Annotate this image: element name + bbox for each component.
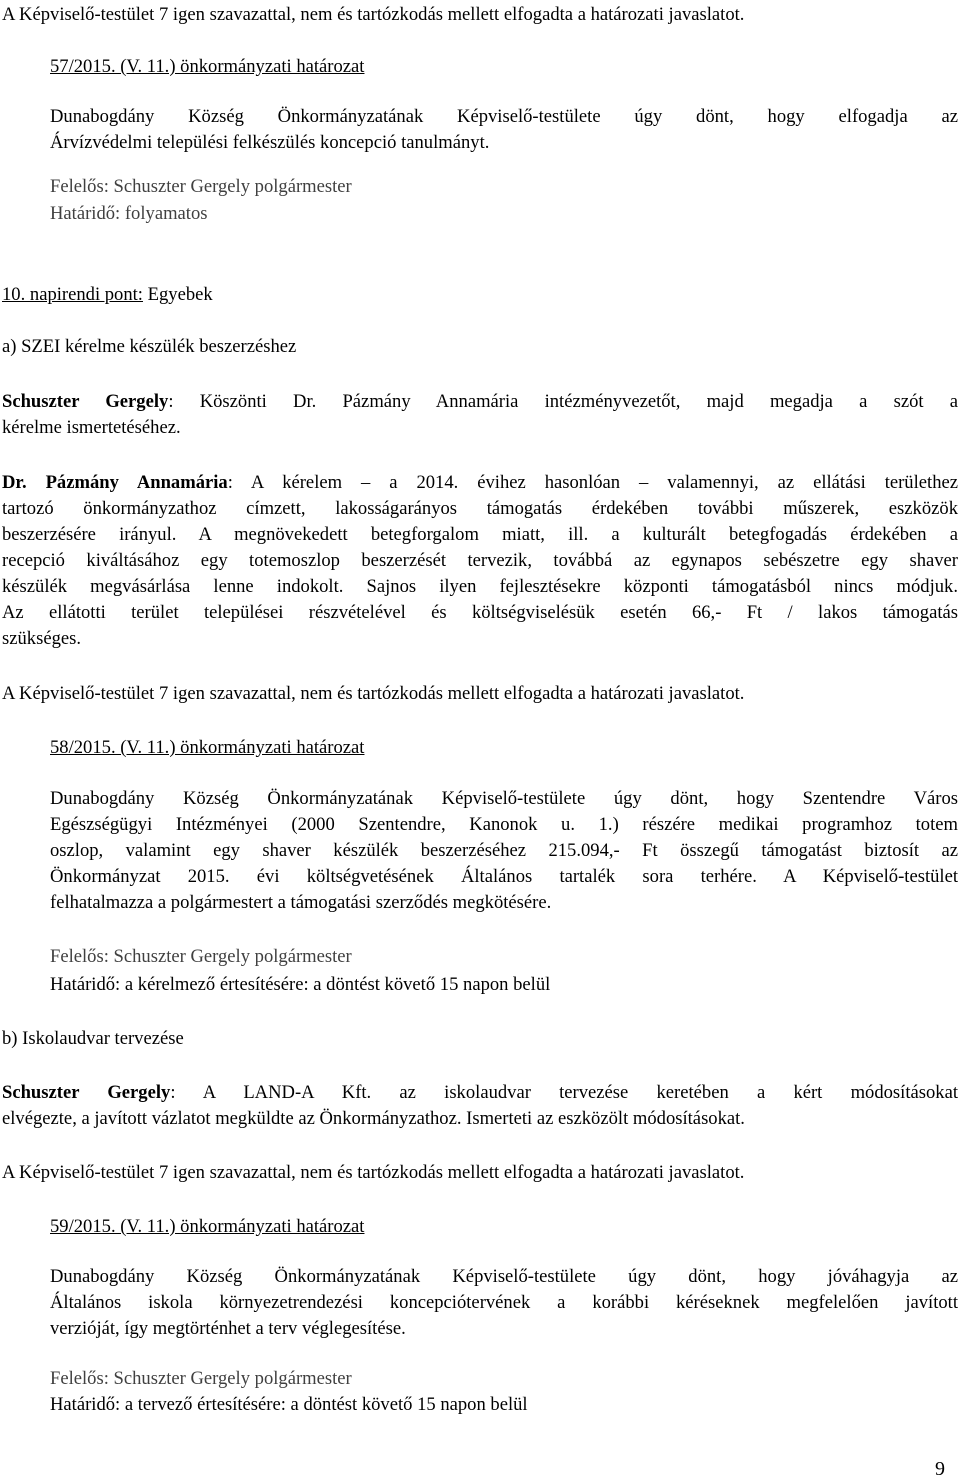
resolution-number: 59/2015. (V. 11.) önkormányzati határozat <box>50 1216 365 1237</box>
resolution-body-line: Általános iskola környezetrendezési koncepciótervének a korábbi kéréseknek megfelelően javított <box>50 1292 958 1313</box>
speaker-text: A LAND-A Kft. az iskolaudvar tervezése keretében a kért módosításokat <box>202 1082 958 1103</box>
resolution-number: 58/2015. (V. 11.) önkormányzati határozat <box>50 737 365 758</box>
speaker-text: A kérelem – a 2014. évihez hasonlóan – valamennyi, az ellátási területhez <box>250 472 958 493</box>
speaker-text: Köszönti Dr. Pázmány Annamária intézményvezetőt, majd megadja a szót a <box>199 391 958 412</box>
speaker-paragraph-line <box>2 389 958 415</box>
paragraph-line: beszerzésére irányul. A megnövekedett betegforgalom miatt, ill. a kulturált betegfogadás érdekében a <box>2 524 958 545</box>
responsible-line: Felelős: Schuszter Gergely polgármester <box>50 946 352 967</box>
speaker-paragraph-line <box>2 470 958 496</box>
paragraph-line: elvégezte, a javított vázlatot megküldte az Önkormányzathoz. Ismerteti az eszközölt módosításokat. <box>2 1108 745 1129</box>
resolution-body-line: Dunabogdány Község Önkormányzatának Képviselő-testülete úgy dönt, hogy Szentendre Város <box>50 788 958 809</box>
page-number: 9 <box>935 1458 945 1480</box>
resolution-body-line: felhatalmazza a polgármestert a támogatási szerződés megkötésére. <box>50 892 552 913</box>
deadline-line: Határidő: a kérelmező értesítésére: a döntést követő 15 napon belül <box>50 974 551 995</box>
speaker-name: Schuszter Gergely <box>2 1082 171 1103</box>
resolution-number: 57/2015. (V. 11.) önkormányzati határozat <box>50 56 365 77</box>
speaker-paragraph-line <box>2 1080 958 1106</box>
paragraph-line: recepció kiváltásához egy totemoszlop beszerzését tervezik, továbbá az egynapos sebészetre egy shaver <box>2 550 958 571</box>
deadline-line: Határidő: a tervező értesítésére: a döntést követő 15 napon belül <box>50 1394 528 1415</box>
paragraph-line: szükséges. <box>2 628 82 649</box>
deadline-line: Határidő: folyamatos <box>50 203 208 224</box>
resolution-body-line: Önkormányzat 2015. évi költségvetésének Általános tartalék sora terhére. A Képviselő-testület <box>50 866 958 887</box>
resolution-body-line: Dunabogdány Község Önkormányzatának Képviselő-testülete úgy dönt, hogy elfogadja az <box>50 106 958 127</box>
responsible-line: Felelős: Schuszter Gergely polgármester <box>50 1368 352 1389</box>
resolution-body-line: Árvízvédelmi települési felkészülés koncepció tanulmányt. <box>50 132 490 153</box>
resolution-body-line: Egészségügyi Intézményei (2000 Szentendre, Kanonok u. 1.) részére medikai programhoz totem <box>50 814 958 835</box>
resolution-body-line: verzióját, így megtörténhet a terv véglegesítése. <box>50 1318 406 1339</box>
subitem-title: b) Iskolaudvar tervezése <box>2 1028 184 1049</box>
vote-statement: A Képviselő-testület 7 igen szavazattal, nem és tartózkodás mellett elfogadta a határozati javaslatot. <box>2 4 745 25</box>
speaker-name: Dr. Pázmány Annamária <box>2 472 228 493</box>
agenda-item-number: 10. napirendi pont: <box>2 284 143 305</box>
subitem-title: a) SZEI kérelme készülék beszerzéshez <box>2 336 297 357</box>
speaker-colon: : <box>227 472 233 493</box>
vote-statement: A Képviselő-testület 7 igen szavazattal, nem és tartózkodás mellett elfogadta a határozati javaslatot. <box>2 683 745 704</box>
speaker-colon: : <box>170 1082 176 1103</box>
agenda-item-heading <box>2 282 213 308</box>
paragraph-line: tartozó önkormányzathoz címzett, lakosságarányos támogatás érdekében további műszerek, eszközök <box>2 498 958 519</box>
speaker-name: Schuszter Gergely <box>2 391 169 412</box>
agenda-item-title: Egyebek <box>147 284 213 305</box>
paragraph-line: Az ellátotti terület települései részvételével és költségviselésük esetén 66,- Ft / lakos támogatás <box>2 602 958 623</box>
paragraph-line: készülék megvásárlása lenne indokolt. Sajnos ilyen fejlesztésekre központi támogatásból nincs módjuk. <box>2 576 958 597</box>
speaker-colon: : <box>168 391 174 412</box>
resolution-body-line: Dunabogdány Község Önkormányzatának Képviselő-testülete úgy dönt, hogy jóváhagyja az <box>50 1266 958 1287</box>
vote-statement: A Képviselő-testület 7 igen szavazattal, nem és tartózkodás mellett elfogadta a határozati javaslatot. <box>2 1162 745 1183</box>
responsible-line: Felelős: Schuszter Gergely polgármester <box>50 176 352 197</box>
resolution-body-line: oszlop, valamint egy shaver készülék beszerzéséhez 215.094,- Ft összegű támogatást biztosít az <box>50 840 958 861</box>
speaker-paragraph-line: kérelme ismertetéséhez. <box>2 417 181 438</box>
